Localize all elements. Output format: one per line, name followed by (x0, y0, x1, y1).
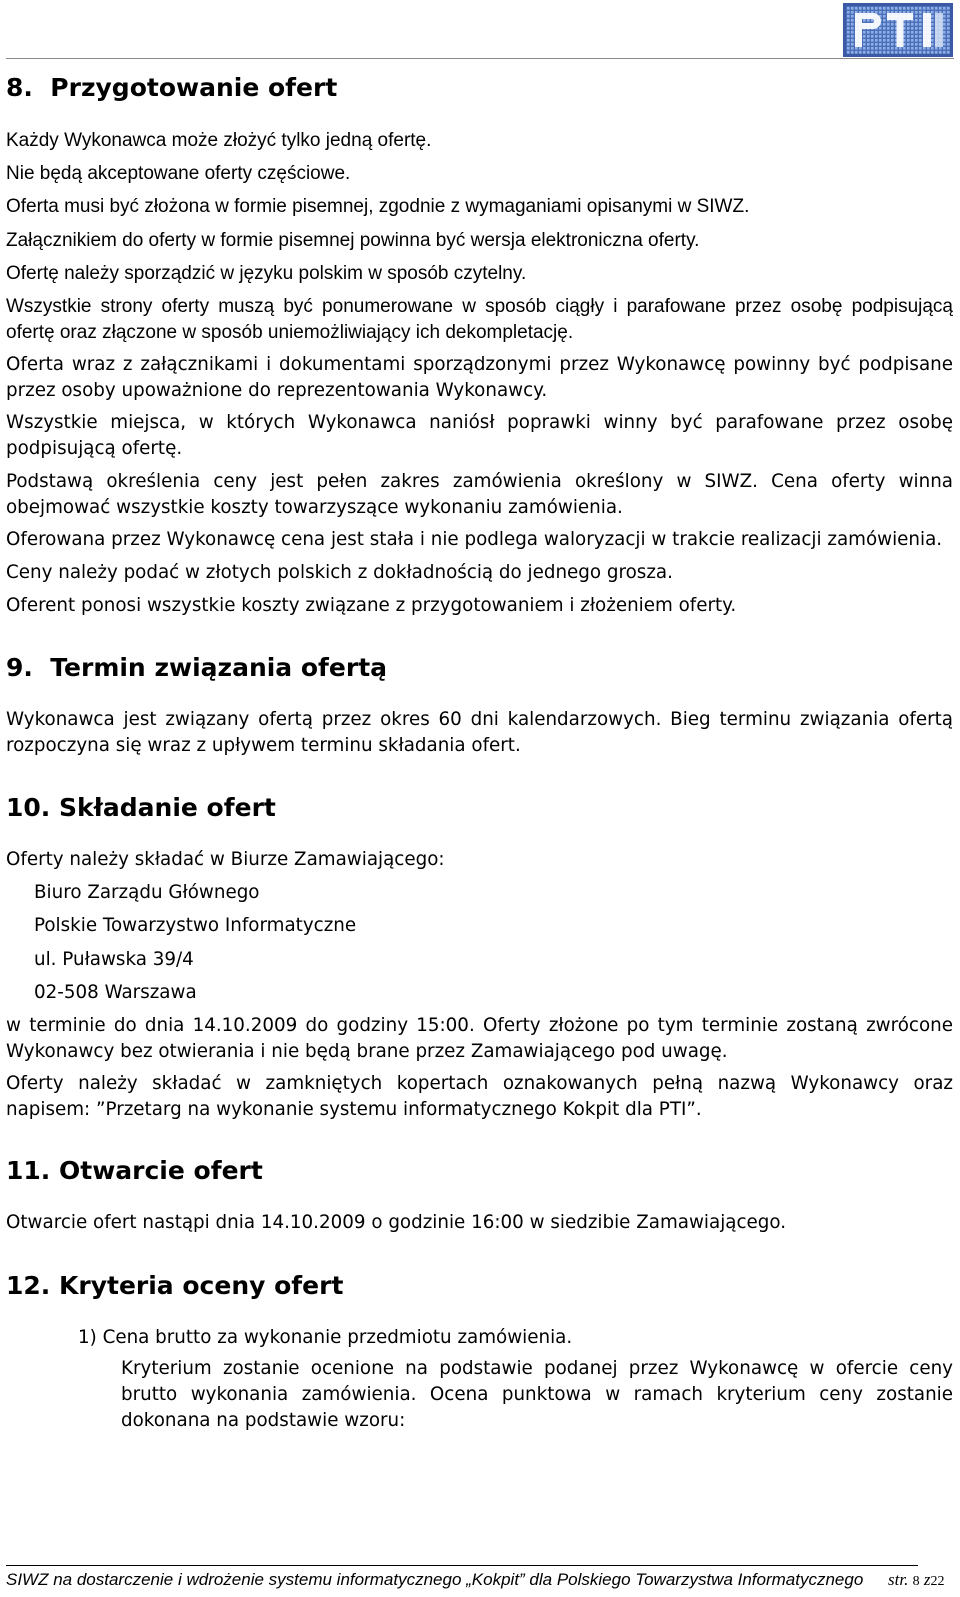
criteria-item-1: 1) Cena brutto za wykonanie przedmiotu zamówienia. (78, 1327, 573, 1348)
s8-paragraph-4: Załącznikiem do oferty w formie pisemnej powinna być wersja elektroniczna oferty. (6, 230, 700, 251)
page-current: 8 (912, 1574, 920, 1589)
s8-paragraph-8: Wszystkie miejsca, w których Wykonawca naniósł poprawki winny być parafowane przez osobę podpisującą ofertę. (6, 412, 953, 459)
address-line: Biuro Zarządu Głównego (34, 882, 260, 903)
address-line: 02-508 Warszawa (34, 982, 197, 1003)
s8-paragraph-9: Podstawą określenia ceny jest pełen zakres zamówienia określony w SIWZ. Cena oferty winna obejmować wszystkie koszty towarzyszące wykonaniu zamówienia. (6, 471, 953, 518)
header-rule (6, 58, 954, 59)
pti-logo (843, 3, 953, 57)
s8-paragraph-2: Nie będą akceptowane oferty częściowe. (6, 163, 351, 184)
s8-paragraph-3: Oferta musi być złożona w formie pisemnej, zgodnie z wymaganiami opisanymi w SIWZ. (6, 196, 750, 217)
section-10-title: 10. Składanie ofert (6, 793, 276, 822)
s8-paragraph-6: Wszystkie strony oferty muszą być ponumerowane w sposób ciągły i parafowane przez osobę podpisującą ofertę oraz złączone w sposób uniemożliwiający ich dekompletację. (6, 296, 953, 343)
page-prefix: str. (888, 1570, 909, 1589)
address-line: Polskie Towarzystwo Informatyczne (34, 915, 357, 936)
page-separator: z (923, 1570, 931, 1589)
s8-paragraph-12: Oferent ponosi wszystkie koszty związane z przygotowaniem i złożeniem oferty. (6, 595, 737, 616)
s8-paragraph-11: Ceny należy podać w złotych polskich z dokładnością do jednego grosza. (6, 562, 673, 583)
page-total: 22 (930, 1574, 945, 1589)
s8-paragraph-1: Każdy Wykonawca może złożyć tylko jedną ofertę. (6, 130, 432, 151)
section-9-title: 9. Termin związania ofertą (6, 653, 388, 682)
s8-paragraph-10: Oferowana przez Wykonawcę cena jest stała i nie podlega waloryzacji w trakcie realizacji zamówienia. (6, 529, 943, 550)
s9-paragraph-1: Wykonawca jest związany ofertą przez okres 60 dni kalendarzowych. Bieg terminu związania ofertą rozpoczyna się wraz z upływem terminu składania ofert. (6, 709, 953, 756)
section-11-title: 11. Otwarcie ofert (6, 1156, 263, 1185)
s8-paragraph-7: Oferta wraz z załącznikami i dokumentami sporządzonymi przez Wykonawcę powinny być podpisane przez osoby upoważnione do reprezentowania Wykonawcy. (6, 354, 953, 401)
footer-text: SIWZ na dostarczenie i wdrożenie systemu informatycznego „Kokpit” dla Polskiego Towarzystwa Informatycznego (6, 1570, 864, 1589)
s8-paragraph-5: Ofertę należy sporządzić w języku polskim w sposób czytelny. (6, 263, 527, 284)
footer-rule (6, 1565, 918, 1566)
s10-paragraph-2: w terminie do dnia 14.10.2009 do godziny 15:00. Oferty złożone po tym terminie zostaną zwrócone Wykonawcy bez otwierania i nie będą brane przez Zamawiającego pod uwagę. (6, 1015, 953, 1062)
address-line: ul. Puławska 39/4 (34, 949, 194, 970)
s10-paragraph-3: Oferty należy składać w zamkniętych kopertach oznakowanych pełną nazwą Wykonawcy oraz napisem: ”Przetarg na wykonanie systemu informatycznego Kokpit dla PTI”. (6, 1073, 953, 1120)
criteria-item-1-description: Kryterium zostanie ocenione na podstawie podanej przez Wykonawcę w ofercie ceny brutto wykonania zamówienia. Ocena punktowa w ramach kryterium ceny zostanie dokonana na podstawie wzoru: (121, 1358, 953, 1431)
section-8-title: 8. Przygotowanie ofert (6, 73, 338, 102)
s11-paragraph-1: Otwarcie ofert nastąpi dnia 14.10.2009 o godzinie 16:00 w siedzibie Zamawiającego. (6, 1212, 787, 1233)
section-12-title: 12. Kryteria oceny ofert (6, 1271, 344, 1300)
s10-paragraph-1: Oferty należy składać w Biurze Zamawiającego: (6, 849, 445, 870)
page-number (888, 1570, 944, 1590)
